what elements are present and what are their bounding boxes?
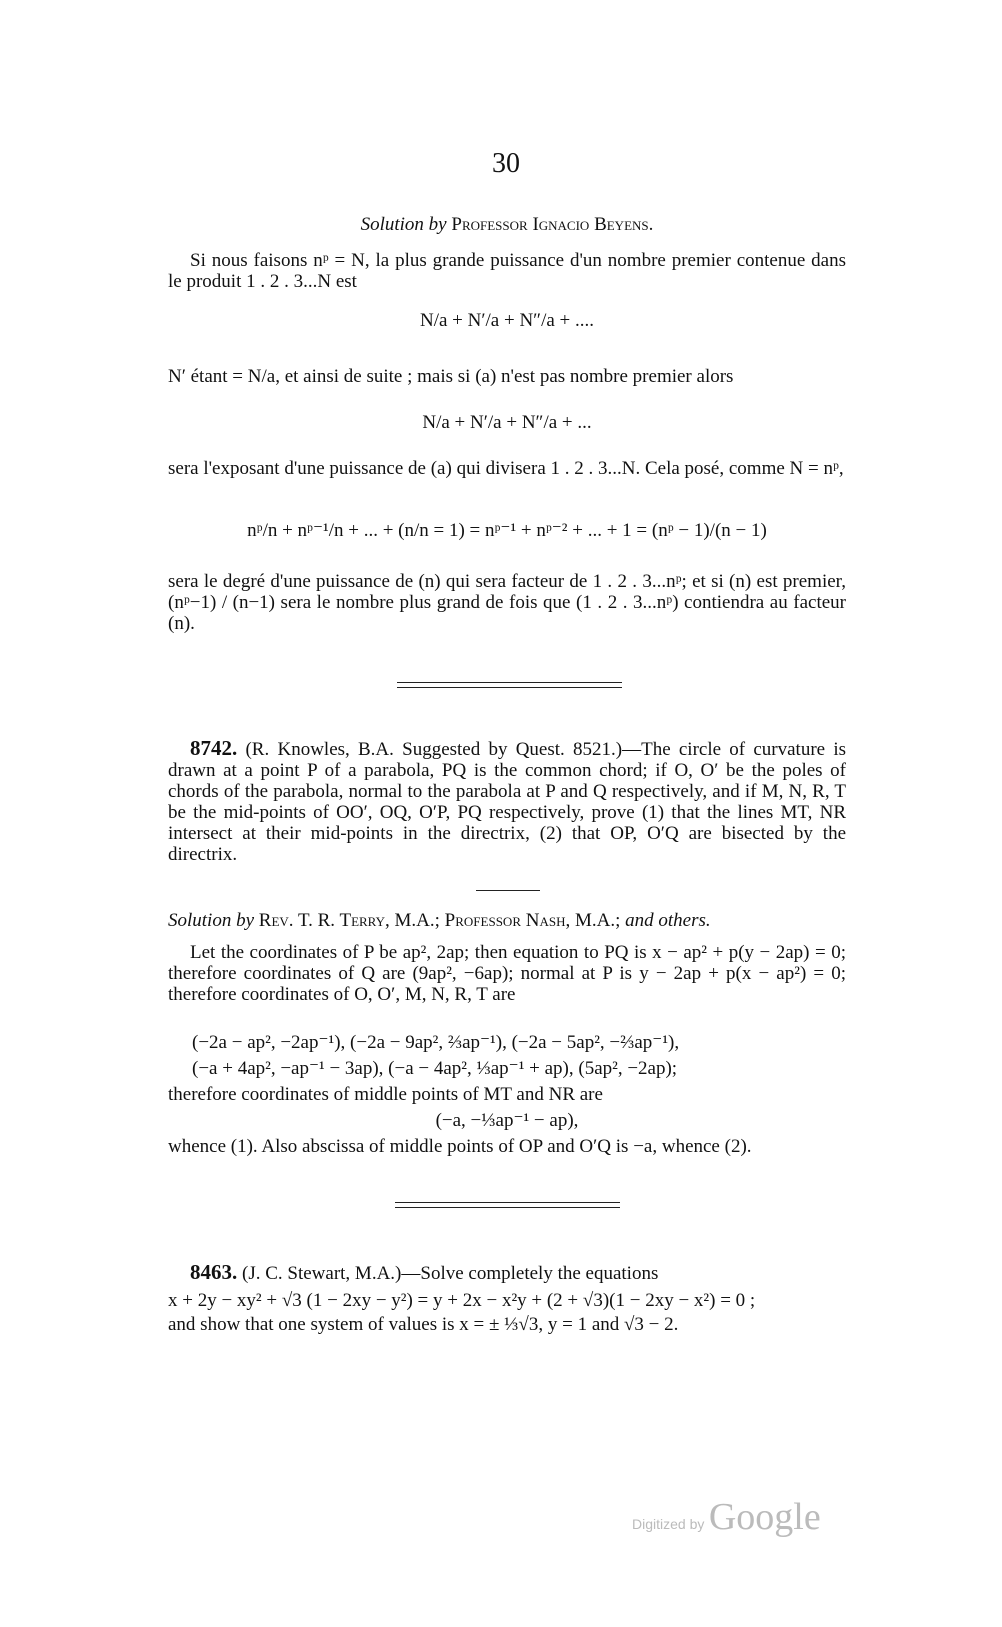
solution-heading: [168, 910, 846, 931]
paragraph: sera le degré d'une puissance de (n) qui sera facteur de 1 . 2 . 3...nᵖ; et si (n) est premier, (nᵖ−1) / (n−1) sera le nombre plus grand de fois que (1 . 2 . 3...nᵖ) contiendra au facteur (n).: [168, 571, 846, 634]
author-name: Professor Ignacio Beyens.: [451, 214, 654, 235]
solution-heading: [168, 214, 846, 235]
paragraph: sera l'exposant d'une puissance de (a) qui divisera 1 . 2 . 3...N. Cela posé, comme N = nᵖ,: [168, 458, 844, 479]
divider: [395, 1202, 620, 1203]
divider: [395, 1207, 620, 1208]
equation: N/a + N′/a + N″/a + ....: [419, 310, 594, 331]
problem-8463: [168, 1262, 846, 1284]
author-names: Rev. T. R. Terry, M.A.; Professor Nash, M.A.;: [258, 910, 621, 931]
problem-text: (R. Knowles, B.A. Suggested by Quest. 8521.)—The circle of curvature is drawn at a point P of a parabola, PQ is the common chord; if O, O′ be the poles of chords of the parabola, normal to the parabola at P and Q respectively, and if M, N, R, T be the mid-points of OO′, OQ, O′P, PQ respectively, prove (1) that the lines MT, NR intersect at their mid-points in the directrix, (2) that OP, O′Q are bisected by the directrix.: [168, 739, 846, 865]
and-others: and others.: [625, 910, 711, 931]
equation: nᵖ/n + nᵖ⁻¹/n + ... + (n/n = 1) = nᵖ⁻¹ + nᵖ⁻² + ... + 1 = (nᵖ − 1)/(n − 1): [247, 520, 767, 541]
google-logo: Google: [708, 1496, 821, 1538]
paragraph: Si nous faisons nᵖ = N, la plus grande puissance d'un nombre premier contenue dans le produit 1 . 2 . 3...N est: [168, 250, 846, 292]
google-watermark: [632, 1495, 821, 1539]
problem-8742: [168, 738, 846, 865]
paragraph: and show that one system of values is x = ± ⅓√3, y = 1 and √3 − 2.: [168, 1314, 679, 1335]
solution-label: Solution by: [168, 910, 255, 931]
divider: [397, 682, 622, 683]
equation: (−a + 4ap², −ap⁻¹ − 3ap), (−a − 4ap², ⅓ap⁻¹ + ap), (5ap², −2ap);: [192, 1058, 678, 1079]
watermark-prefix: Digitized by: [632, 1516, 705, 1532]
equation: (−2a − ap², −2ap⁻¹), (−2a − 9ap², ⅔ap⁻¹), (−2a − 5ap², −⅔ap⁻¹),: [192, 1032, 680, 1053]
paragraph: Let the coordinates of P be ap², 2ap; then equation to PQ is x − ap² + p(y − 2ap) = 0; therefore coordinates of Q are (9ap², −6ap); normal at P is y − 2ap + p(x − ap²) = 0; therefore coordinates of O, O′, M, N, R, T are: [168, 942, 846, 1005]
equation: x + 2y − xy² + √3 (1 − 2xy − y²) = y + 2x − x²y + (2 + √3)(1 − 2xy − x²) = 0 ;: [168, 1290, 756, 1311]
solution-label: Solution by: [360, 214, 447, 235]
problem-number: 8463.: [190, 1260, 238, 1284]
page-number: 30: [492, 148, 520, 179]
divider: [476, 890, 540, 891]
paragraph: whence (1). Also abscissa of middle points of OP and O′Q is −a, whence (2).: [168, 1136, 752, 1157]
paragraph: N′ étant = N/a, et ainsi de suite ; mais si (a) n'est pas nombre premier alors: [168, 366, 734, 387]
problem-number: 8742.: [190, 736, 238, 760]
problem-text: (J. C. Stewart, M.A.)—Solve completely the equations: [242, 1263, 659, 1284]
equation: (−a, −⅓ap⁻¹ − ap),: [435, 1110, 579, 1131]
divider: [397, 687, 622, 688]
paragraph: therefore coordinates of middle points of MT and NR are: [168, 1084, 603, 1105]
equation: N/a + N′/a + N″/a + ...: [422, 412, 592, 433]
